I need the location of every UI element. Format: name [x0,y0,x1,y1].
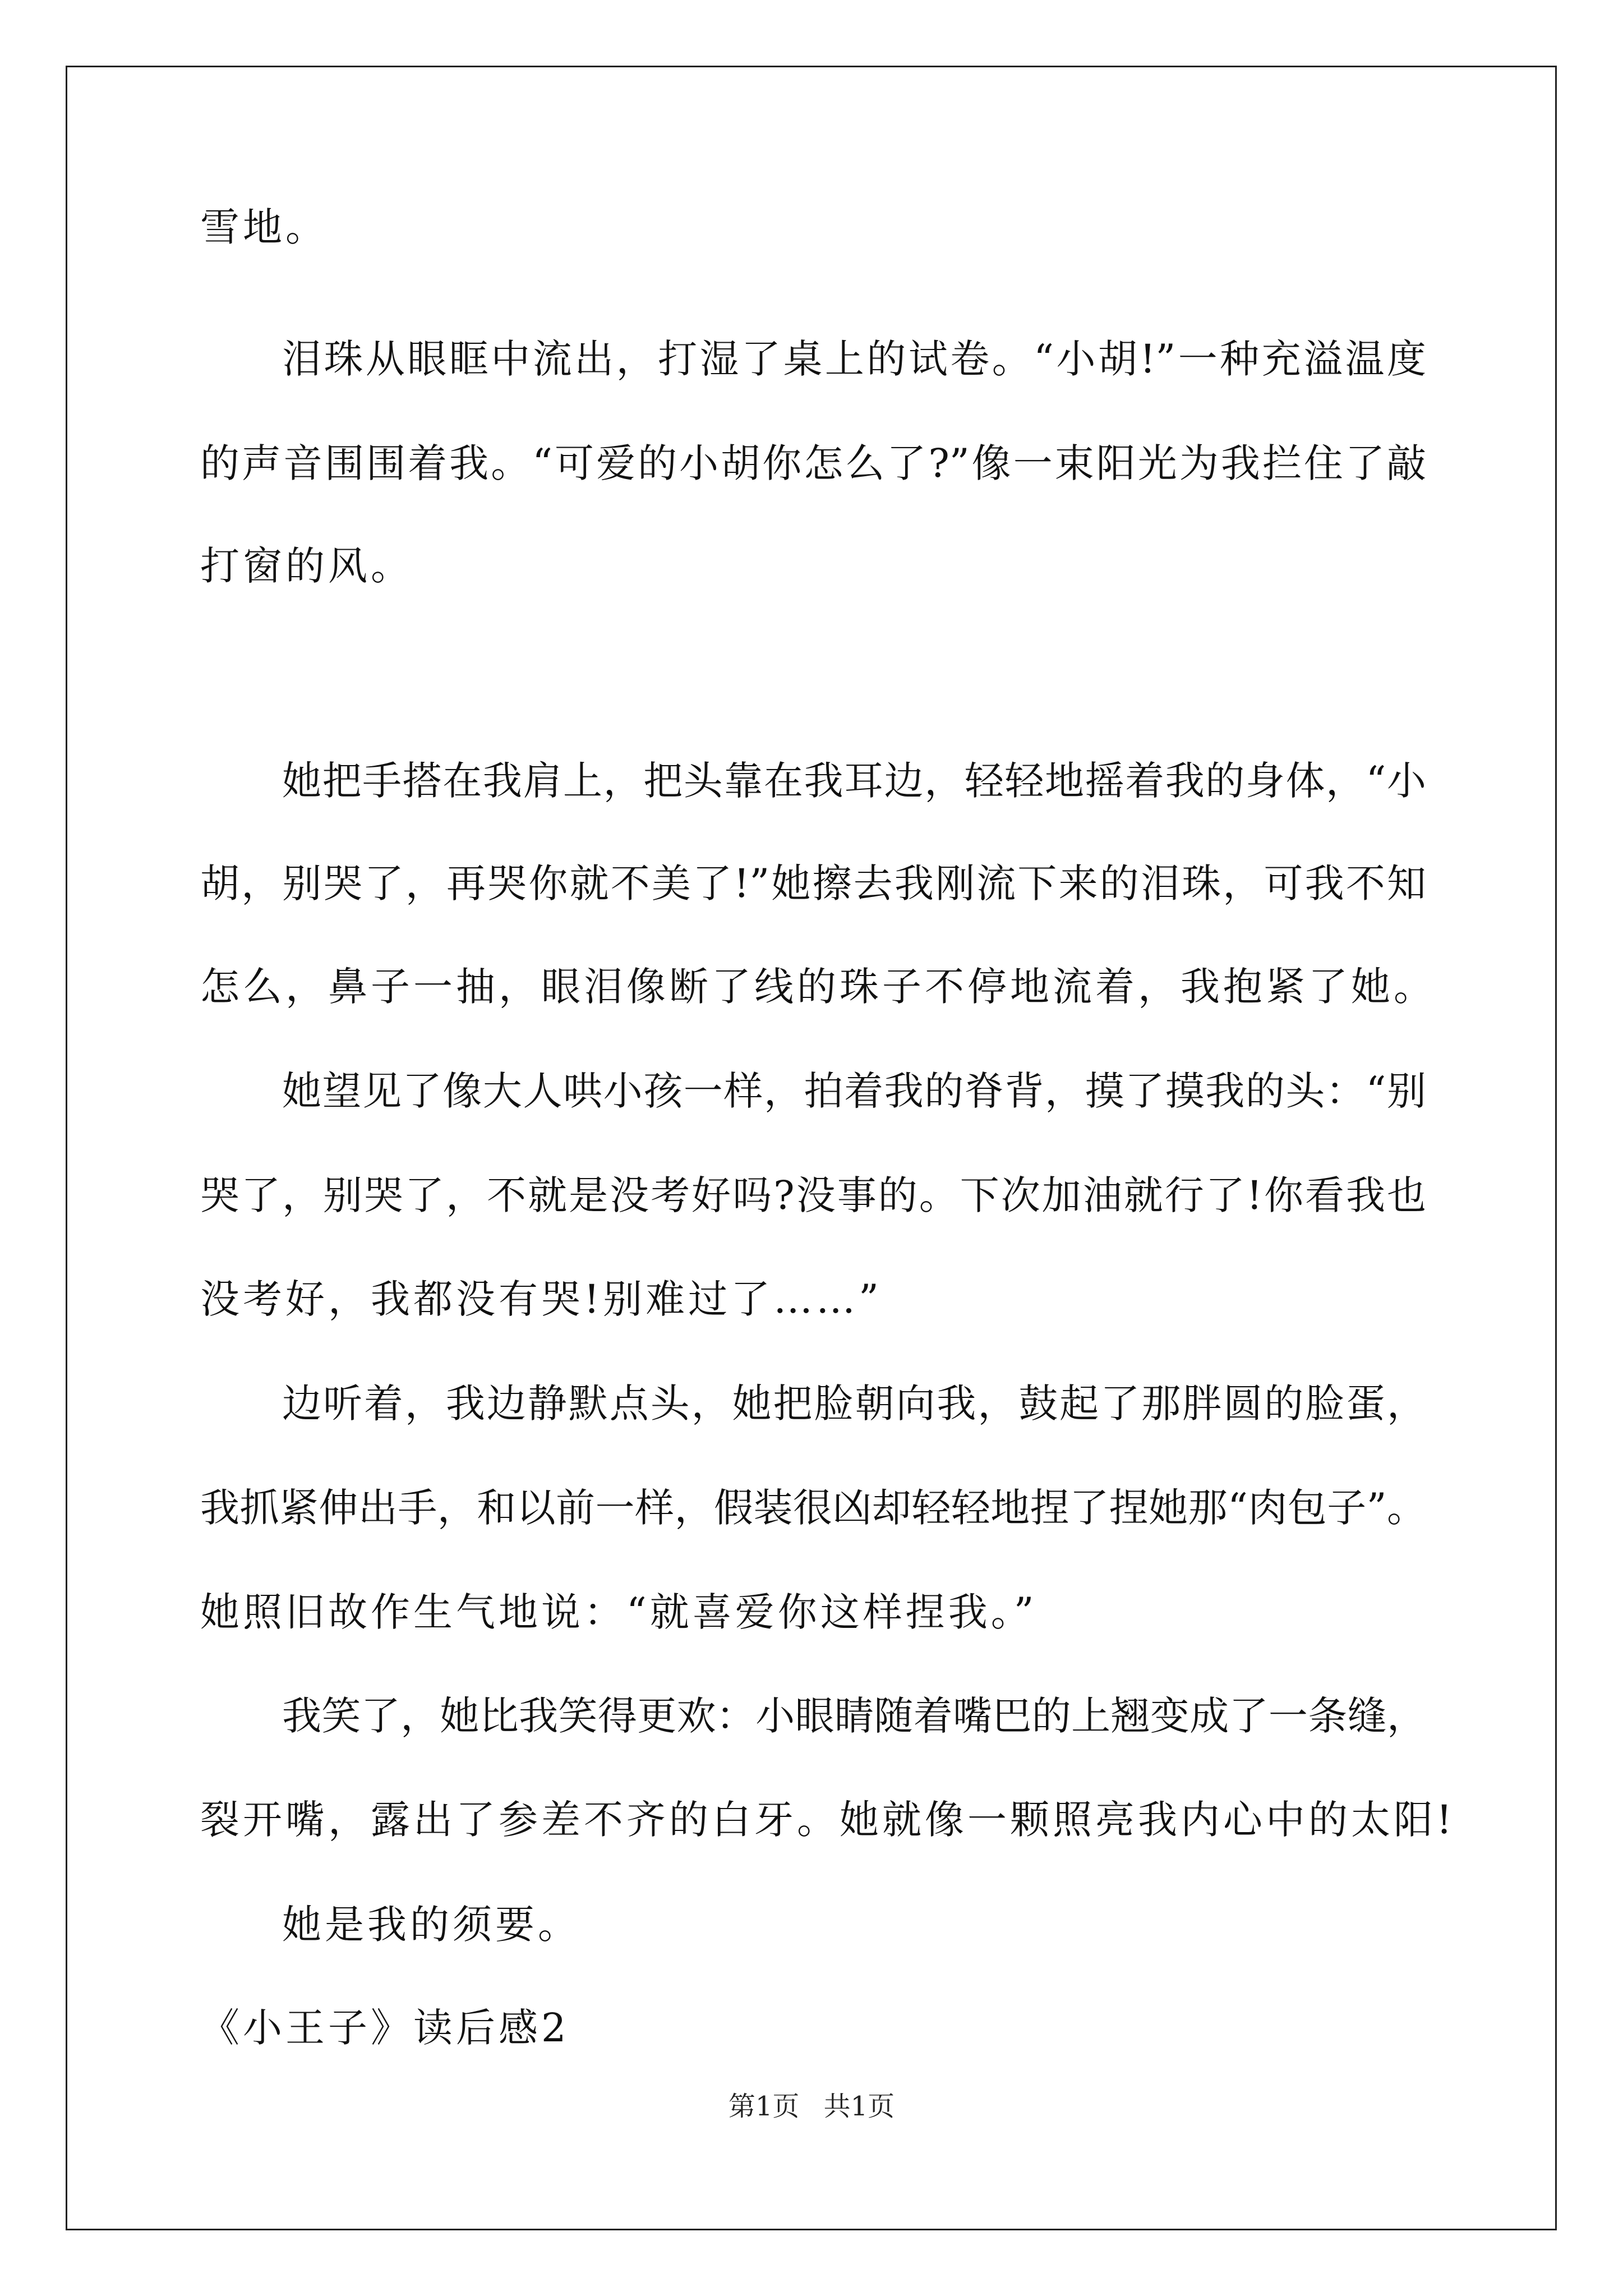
text-line: 雪地。 [200,204,328,250]
page-number: 第1页 [728,2091,800,2122]
text-line: 边听着，我边静默点头，她把脸朝向我，鼓起了那胖圆的脸蛋， [282,1381,1426,1427]
text-line: 她是我的须要。 [282,1902,580,1948]
text-line: 胡，别哭了，再哭你就不美了!”她擦去我刚流下来的泪珠，可我不知 [200,861,1426,907]
text-line: 没考好，我都没有哭!别难过了……” [200,1276,882,1322]
section-heading: 《小王子》读后感2 [200,2005,570,2051]
text-line: 她望见了像大人哄小孩一样，拍着我的脊背，摸了摸我的头：“别 [282,1068,1426,1114]
text-line: 打窗的风。 [200,543,413,589]
page-total: 共1页 [823,2091,895,2122]
text-line: 她把手搭在我肩上，把头靠在我耳边，轻轻地摇着我的身体，“小 [282,758,1426,804]
text-line: 我抓紧伸出手，和以前一样，假装很凶却轻轻地捏了捏她那“肉包子”。 [200,1485,1426,1531]
text-line: 哭了，别哭了，不就是没考好吗?没事的。下次加油就行了!你看我也 [200,1172,1426,1218]
text-line: 裂开嘴，露出了参差不齐的白牙。她就像一颗照亮我内心中的太阳! [200,1797,1456,1843]
text-line: 怎么，鼻子一抽，眼泪像断了线的珠子不停地流着，我抱紧了她。 [200,964,1436,1010]
text-line: 泪珠从眼眶中流出，打湿了桌上的试卷。“小胡!”一种充溢温度 [282,336,1426,382]
text-line: 我笑了，她比我笑得更欢：小眼睛随着嘴巴的上翘变成了一条缝， [282,1693,1426,1739]
text-line: 她照旧故作生气地说：“就喜爱你这样捏我。” [200,1589,1038,1635]
text-line: 的声音围围着我。“可爱的小胡你怎么了?”像一束阳光为我拦住了敲 [200,440,1426,486]
page-footer [0,2090,1623,2123]
